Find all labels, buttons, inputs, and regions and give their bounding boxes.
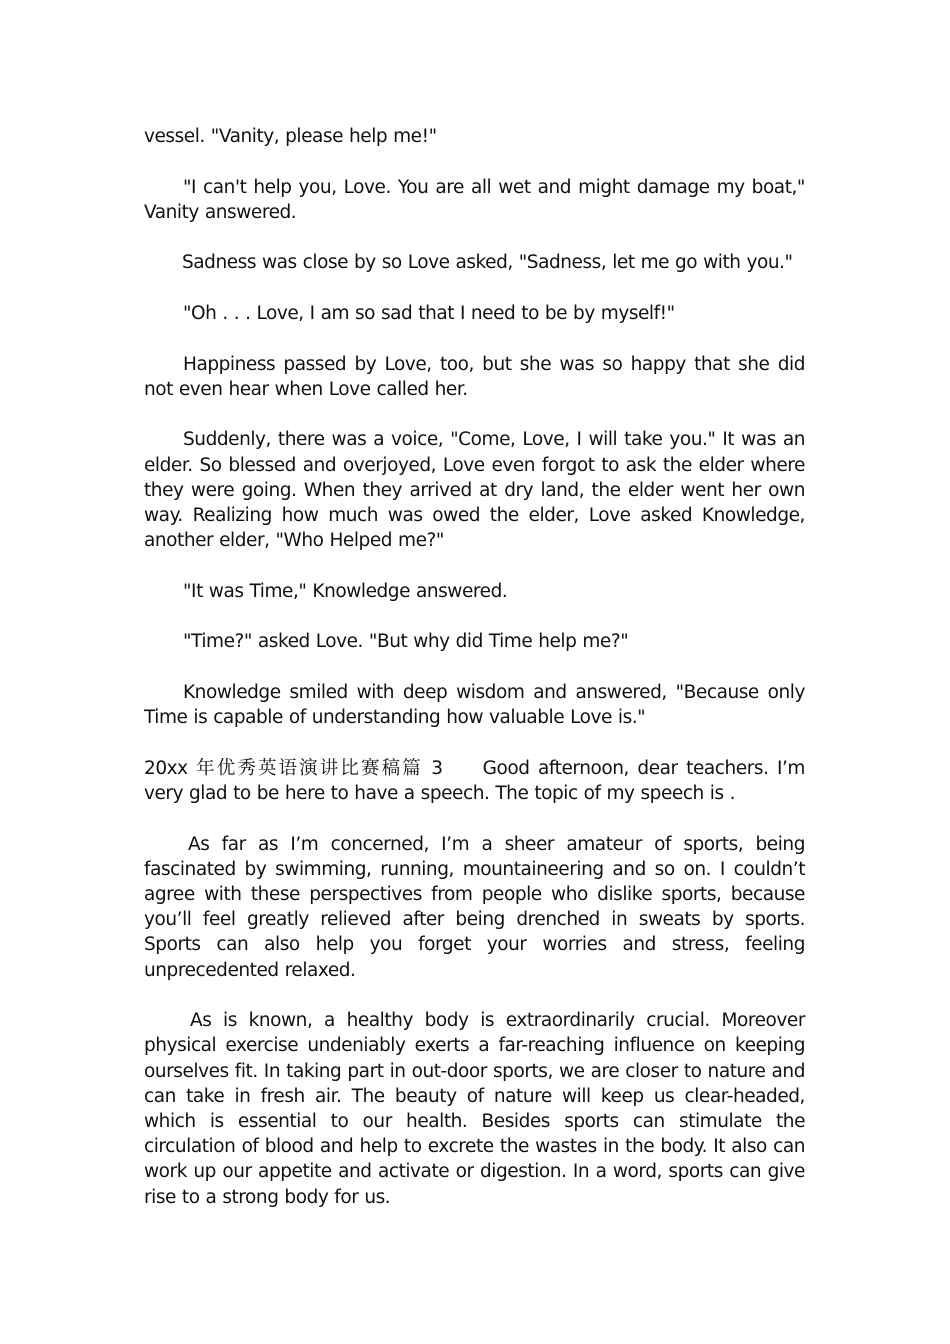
section-heading: 20xx 年优秀英语演讲比赛稿篇 3 [144, 757, 443, 779]
paragraph-knowledge-wisdom: Knowledge smiled with deep wisdom and answered, "Because only Time is capable of understanding how valuable Love is." [144, 681, 805, 729]
paragraph-vessel: vessel. "Vanity, please help me!" [144, 126, 437, 147]
section-intro-paragraph [144, 756, 805, 806]
document-page [144, 124, 805, 1235]
paragraph-happiness: Happiness passed by Love, too, but she was so happy that she did not even hear when Love called her. [144, 353, 805, 400]
paragraph-time-answer: "It was Time," Knowledge answered. [183, 580, 508, 602]
paragraph-elder-voice: Suddenly, there was a voice, "Come, Love, I will take you." It was an elder. So blessed and overjoyed, Love even forgot to ask the elder where they were going. When they arrived at dry land, the elder went her own way. Realizing how much was owed the elder, Love asked Knowledge, another elder, "Who Helped me?" [144, 429, 805, 552]
paragraph-sadness-reply: "Oh . . . Love, I am so sad that I need to be by myself!" [183, 302, 675, 324]
paragraph-sports-amateur: As far as I’m concerned, I’m a sheer amateur of sports, being fascinated by swimming, running, mountaineering and so on. I couldn’t agree with these perspectives from people who dislike sports, because you’ll feel greatly relieved after being drenched in sweats by sports. Sports can also help you forget your worries and stress, feeling unprecedented relaxed. [144, 833, 805, 981]
paragraph-healthy-body: As is known, a healthy body is extraordinarily crucial. Moreover physical exercise undeniably exerts a far-reaching influence on keeping ourselves fit. In taking part in out-door sports, we are closer to nature and can take in fresh air. The beauty of nature will keep us clear-headed, which is essential to our health. Besides sports can stimulate the circulation of blood and help to excrete the wastes in the body. It also can work up our appetite and activate or digestion. In a word, sports can give rise to a strong body for us. [144, 1010, 805, 1208]
section-intro-text: Good afternoon, dear teachers. I’m very glad to be here to have a speech. The topic of my speech is . [144, 757, 806, 804]
paragraph-vanity-answer: "I can't help you, Love. You are all wet and might damage my boat," Vanity answered. [144, 176, 805, 223]
paragraph-time-question: "Time?" asked Love. "But why did Time help me?" [183, 631, 629, 653]
paragraph-sadness-ask: Sadness was close by so Love asked, "Sadness, let me go with you." [182, 252, 793, 274]
